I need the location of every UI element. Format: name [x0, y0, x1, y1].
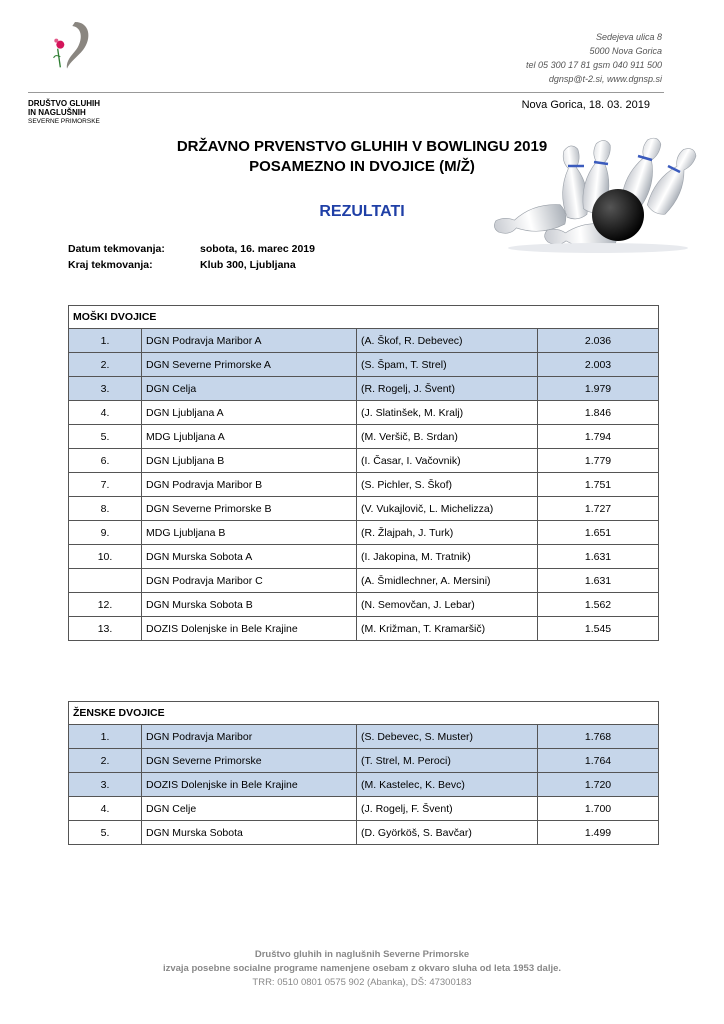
results-heading: REZULTATI [319, 203, 405, 220]
players-cell: (V. Vukajlovič, L. Michelizza) [357, 497, 538, 521]
footer-line-2: izvaja posebne socialne programe namenjene osebam z okvaro sluha od leta 1953 dalje. [162, 963, 562, 974]
table-row [69, 545, 659, 569]
title-line-2: POSAMEZNO IN DVOJICE (M/Ž) [249, 158, 475, 175]
table-row [69, 425, 659, 449]
players-cell: (T. Strel, M. Peroci) [357, 749, 538, 773]
women-doubles-table [68, 701, 659, 845]
rank-cell: 8. [69, 497, 142, 521]
score-cell: 1.700 [538, 797, 659, 821]
score-cell: 1.764 [538, 749, 659, 773]
table-row [69, 353, 659, 377]
table-row [69, 569, 659, 593]
rank-cell: 1. [69, 725, 142, 749]
rank-cell: 6. [69, 449, 142, 473]
players-cell: (S. Pichler, S. Škof) [357, 473, 538, 497]
table-row [69, 725, 659, 749]
players-cell: (A. Škof, R. Debevec) [357, 329, 538, 353]
table-row [69, 821, 659, 845]
organization-logo [28, 18, 118, 98]
address-phone: tel 05 300 17 81 gsm 040 911 500 [526, 60, 662, 70]
players-cell: (A. Šmidlechner, A. Mersini) [357, 569, 538, 593]
score-cell: 1.545 [538, 617, 659, 641]
table-row [69, 617, 659, 641]
rank-cell: 5. [69, 821, 142, 845]
team-cell: MDG Ljubljana B [142, 521, 357, 545]
score-cell: 1.794 [538, 425, 659, 449]
table-row [69, 377, 659, 401]
rank-cell: 2. [69, 749, 142, 773]
header-divider [28, 92, 664, 93]
rank-cell: 4. [69, 797, 142, 821]
players-cell: (I. Časar, I. Vačovnik) [357, 449, 538, 473]
score-cell: 1.768 [538, 725, 659, 749]
rank-cell [69, 569, 142, 593]
logo-caption [28, 99, 100, 126]
table-row [69, 773, 659, 797]
rank-cell: 3. [69, 773, 142, 797]
team-cell: DGN Podravja Maribor A [142, 329, 357, 353]
team-cell: DGN Murska Sobota A [142, 545, 357, 569]
document-date: Nova Gorica, 18. 03. 2019 [521, 99, 650, 111]
footer [0, 948, 724, 990]
players-cell: (I. Jakopina, M. Tratnik) [357, 545, 538, 569]
team-cell: DGN Severne Primorske A [142, 353, 357, 377]
place-label: Kraj tekmovanja: [68, 259, 153, 271]
date-label: Datum tekmovanja: [68, 243, 165, 255]
women-table-heading: ŽENSKE DVOJICE [69, 702, 659, 725]
score-cell: 1.720 [538, 773, 659, 797]
team-cell: DGN Podravja Maribor C [142, 569, 357, 593]
footer-line-1: Društvo gluhih in naglušnih Severne Primorske [254, 949, 470, 960]
table-row [69, 749, 659, 773]
team-cell: DGN Severne Primorske [142, 749, 357, 773]
men-doubles-table [68, 305, 659, 641]
rank-cell: 3. [69, 377, 142, 401]
men-table-heading: MOŠKI DVOJICE [69, 306, 659, 329]
score-cell: 1.562 [538, 593, 659, 617]
players-cell: (S. Špam, T. Strel) [357, 353, 538, 377]
logo-line-2: IN NAGLUŠNIH [28, 108, 86, 117]
place-value: Klub 300, Ljubljana [200, 259, 296, 271]
players-cell: (M. Križman, T. Kramaršič) [357, 617, 538, 641]
competition-info [68, 241, 315, 273]
team-cell: DGN Celja [142, 377, 357, 401]
score-cell: 1.846 [538, 401, 659, 425]
rank-cell: 1. [69, 329, 142, 353]
title-line-1: DRŽAVNO PRVENSTVO GLUHIH V BOWLINGU 2019 [176, 138, 548, 155]
players-cell: (J. Slatinšek, M. Kralj) [357, 401, 538, 425]
rank-cell: 10. [69, 545, 142, 569]
team-cell: DGN Ljubljana A [142, 401, 357, 425]
address-block [526, 30, 662, 86]
score-cell: 1.631 [538, 569, 659, 593]
address-web: dgnsp@t-2.si, www.dgnsp.si [548, 74, 662, 84]
bowling-pins-illustration [488, 130, 698, 260]
score-cell: 1.779 [538, 449, 659, 473]
players-cell: (M. Kastelec, K. Bevc) [357, 773, 538, 797]
team-cell: DGN Podravja Maribor B [142, 473, 357, 497]
table-row [69, 521, 659, 545]
score-cell: 1.727 [538, 497, 659, 521]
score-cell: 1.631 [538, 545, 659, 569]
rank-cell: 4. [69, 401, 142, 425]
address-street: Sedejeva ulica 8 [595, 32, 662, 42]
team-cell: DOZIS Dolenjske in Bele Krajine [142, 773, 357, 797]
table-row [69, 449, 659, 473]
score-cell: 1.751 [538, 473, 659, 497]
table-row [69, 473, 659, 497]
rank-cell: 7. [69, 473, 142, 497]
footer-line-3: TRR: 0510 0801 0575 902 (Abanka), DŠ: 47300183 [252, 977, 472, 988]
team-cell: DGN Celje [142, 797, 357, 821]
logo-line-3: SEVERNE PRIMORSKE [28, 118, 100, 125]
rank-cell: 12. [69, 593, 142, 617]
players-cell: (R. Rogelj, J. Švent) [357, 377, 538, 401]
score-cell: 1.979 [538, 377, 659, 401]
team-cell: DGN Murska Sobota [142, 821, 357, 845]
players-cell: (M. Veršič, B. Srdan) [357, 425, 538, 449]
players-cell: (J. Rogelj, F. Švent) [357, 797, 538, 821]
table-row [69, 797, 659, 821]
table-row [69, 593, 659, 617]
table-row [69, 497, 659, 521]
rank-cell: 13. [69, 617, 142, 641]
team-cell: DGN Murska Sobota B [142, 593, 357, 617]
rank-cell: 5. [69, 425, 142, 449]
score-cell: 1.499 [538, 821, 659, 845]
logo-line-1: DRUŠTVO GLUHIH [28, 99, 100, 108]
players-cell: (R. Žlajpah, J. Turk) [357, 521, 538, 545]
team-cell: DOZIS Dolenjske in Bele Krajine [142, 617, 357, 641]
rank-cell: 9. [69, 521, 142, 545]
players-cell: (S. Debevec, S. Muster) [357, 725, 538, 749]
team-cell: DGN Ljubljana B [142, 449, 357, 473]
score-cell: 1.651 [538, 521, 659, 545]
table-row [69, 329, 659, 353]
players-cell: (N. Semovčan, J. Lebar) [357, 593, 538, 617]
players-cell: (D. Györköš, S. Bavčar) [357, 821, 538, 845]
date-value: sobota, 16. marec 2019 [200, 243, 315, 255]
team-cell: MDG Ljubljana A [142, 425, 357, 449]
score-cell: 2.036 [538, 329, 659, 353]
rank-cell: 2. [69, 353, 142, 377]
team-cell: DGN Severne Primorske B [142, 497, 357, 521]
score-cell: 2.003 [538, 353, 659, 377]
address-city: 5000 Nova Gorica [589, 46, 662, 56]
team-cell: DGN Podravja Maribor [142, 725, 357, 749]
table-row [69, 401, 659, 425]
